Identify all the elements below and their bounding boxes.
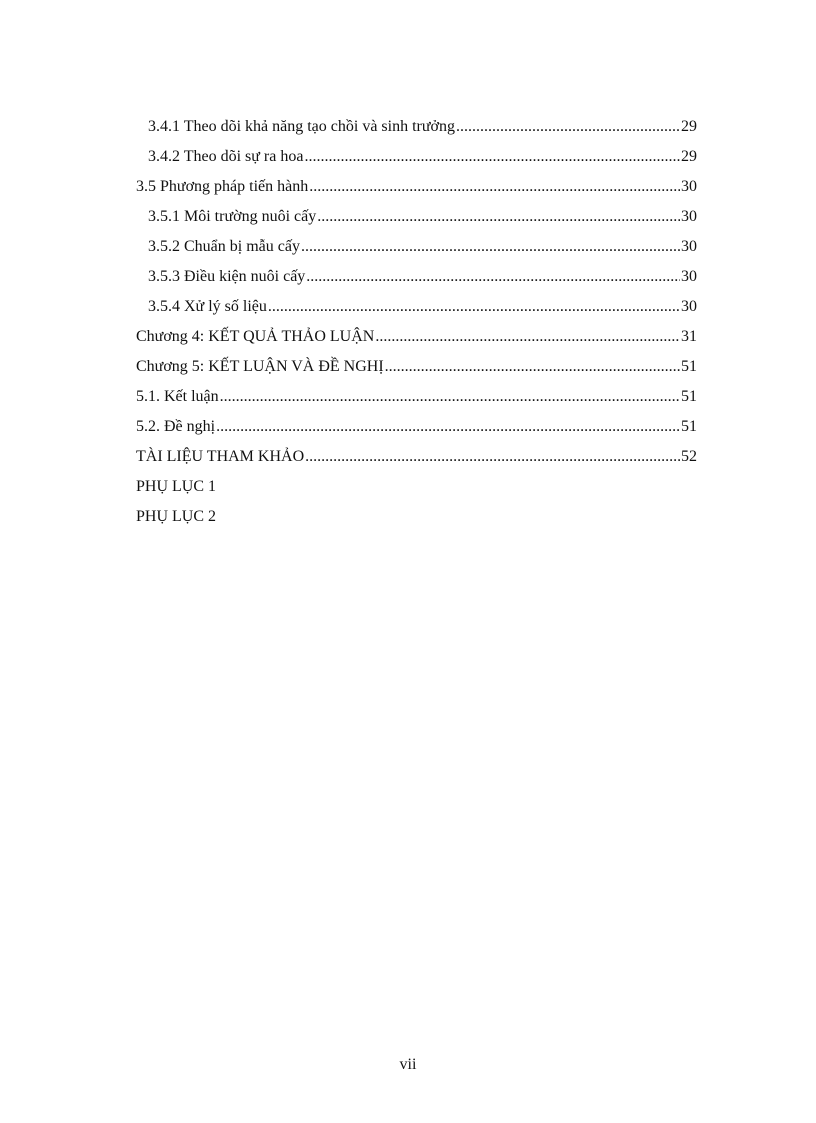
toc-entry[interactable] — [136, 172, 697, 202]
toc-entry[interactable] — [136, 262, 697, 292]
toc-leader-dots — [268, 292, 680, 322]
toc-leader-dots — [385, 352, 680, 382]
toc-entry-title: 5.1. Kết luận — [136, 388, 219, 405]
toc-entry-page: 30 — [681, 178, 697, 195]
toc-leader-dots — [216, 412, 680, 442]
toc-entry-title: 3.5.2 Chuẩn bị mẫu cấy — [148, 238, 300, 255]
toc-entry-title: 3.4.1 Theo dõi khả năng tạo chồi và sinh trưởng — [148, 118, 456, 135]
toc-entry-title: Chương 4: KẾT QUẢ THẢO LUẬN — [136, 328, 375, 345]
toc-entry[interactable] — [136, 352, 697, 382]
toc-entry[interactable] — [136, 112, 697, 142]
toc-entry[interactable] — [136, 442, 697, 472]
toc-leader-dots — [309, 172, 680, 202]
toc-leader-dots — [317, 202, 680, 232]
toc-leader-dots — [456, 112, 680, 142]
toc-entry-page: 29 — [681, 118, 697, 135]
toc-entry-page: 29 — [681, 148, 697, 165]
toc-entry-page: 31 — [681, 328, 697, 345]
toc-entry-page: 30 — [681, 298, 697, 315]
toc-entry-title: TÀI LIỆU THAM KHẢO — [136, 448, 305, 465]
toc-leader-dots — [375, 322, 680, 352]
toc-leader-dots — [306, 262, 680, 292]
toc-leader-dots — [304, 142, 680, 172]
toc-entry-title: 3.5.3 Điều kiện nuôi cấy — [148, 268, 306, 285]
toc-entry-page: 30 — [681, 208, 697, 225]
toc-entry-title: 5.2. Đề nghị — [136, 418, 216, 435]
table-of-contents — [136, 112, 697, 532]
toc-entry-page: 52 — [681, 448, 697, 465]
toc-leader-dots — [220, 382, 680, 412]
toc-entry-page: 51 — [681, 358, 697, 375]
toc-entry[interactable] — [136, 322, 697, 352]
toc-entry-title: Chương 5: KẾT LUẬN VÀ ĐỀ NGHỊ — [136, 358, 384, 375]
toc-entry[interactable] — [136, 382, 697, 412]
toc-entry[interactable] — [136, 472, 697, 502]
toc-entry[interactable] — [136, 202, 697, 232]
toc-entry[interactable] — [136, 502, 697, 532]
toc-entry-page: 30 — [681, 268, 697, 285]
toc-leader-dots — [301, 232, 680, 262]
toc-entry[interactable] — [136, 142, 697, 172]
toc-entry[interactable] — [136, 292, 697, 322]
toc-entry-page: 51 — [681, 418, 697, 435]
toc-entry-title: PHỤ LỤC 1 — [136, 478, 217, 495]
toc-entry-title: 3.5.4 Xử lý số liệu — [148, 298, 267, 315]
toc-entry-title: 3.5 Phương pháp tiến hành — [136, 178, 309, 195]
toc-entry-title: 3.5.1 Môi trường nuôi cấy — [148, 208, 317, 225]
toc-entry-page: 30 — [681, 238, 697, 255]
toc-entry-page: 51 — [681, 388, 697, 405]
toc-entry[interactable] — [136, 232, 697, 262]
toc-leader-dots — [305, 442, 680, 472]
toc-entry-title: PHỤ LỤC 2 — [136, 508, 217, 525]
toc-entry[interactable] — [136, 412, 697, 442]
page-number: vii — [399, 1056, 417, 1073]
toc-entry-title: 3.4.2 Theo dõi sự ra hoa — [148, 148, 304, 165]
